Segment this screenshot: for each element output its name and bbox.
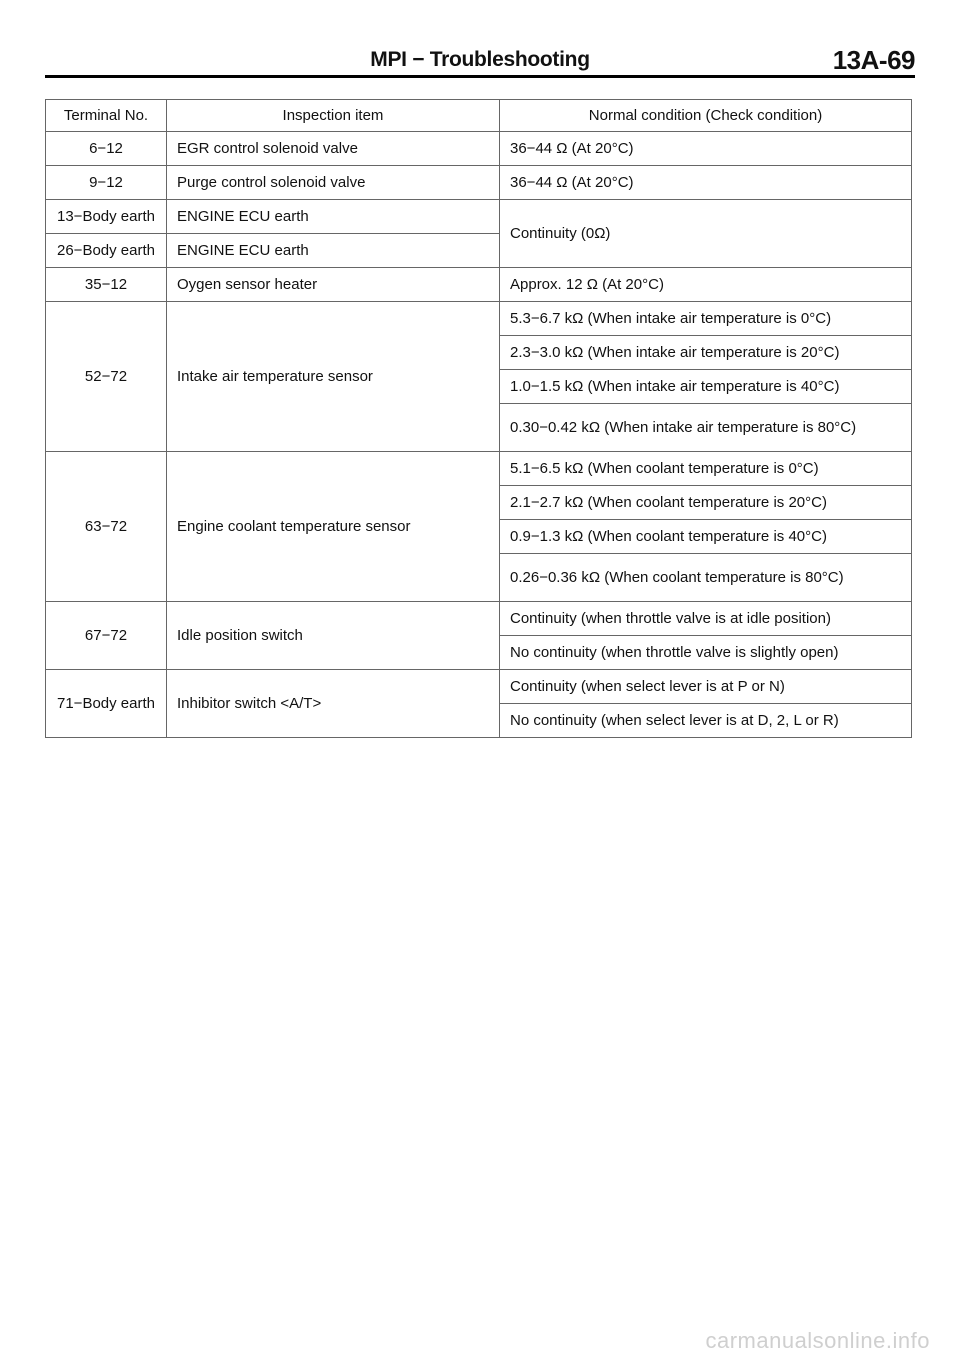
terminal-cell: 26−Body earth: [46, 234, 167, 268]
table-row: [46, 670, 912, 704]
terminal-cell: 67−72: [46, 602, 167, 670]
terminal-cell: 63−72: [46, 452, 167, 602]
condition-cell: Continuity (when throttle valve is at idle position): [500, 602, 912, 636]
inspection-item-cell: Idle position switch: [167, 602, 500, 670]
terminal-cell: 6−12: [46, 132, 167, 166]
terminal-cell: 9−12: [46, 166, 167, 200]
table-header-row: [46, 100, 912, 132]
condition-cell: No continuity (when select lever is at D, 2, L or R): [500, 704, 912, 738]
condition-cell: 36−44 Ω (At 20°C): [500, 166, 912, 200]
condition-cell: Continuity (0Ω): [500, 200, 912, 268]
table-row: [46, 166, 912, 200]
header-terminal: Terminal No.: [46, 100, 167, 132]
inspection-item-cell: Intake air temperature sensor: [167, 302, 500, 452]
table-row: [46, 602, 912, 636]
header-rule: [45, 75, 915, 78]
condition-cell: 5.3−6.7 kΩ (When intake air temperature is 0°C): [500, 302, 912, 336]
terminal-cell: 52−72: [46, 302, 167, 452]
condition-cell: 2.3−3.0 kΩ (When intake air temperature is 20°C): [500, 336, 912, 370]
terminal-cell: 71−Body earth: [46, 670, 167, 738]
page-number: 13A-69: [832, 45, 915, 75]
terminal-cell: 13−Body earth: [46, 200, 167, 234]
page-header: [45, 45, 915, 75]
table-row: [46, 132, 912, 166]
condition-cell: 5.1−6.5 kΩ (When coolant temperature is 0°C): [500, 452, 912, 486]
condition-cell: Approx. 12 Ω (At 20°C): [500, 268, 912, 302]
condition-cell: 0.26−0.36 kΩ (When coolant temperature is 80°C): [500, 554, 912, 602]
header-inspection-item: Inspection item: [167, 100, 500, 132]
condition-cell: 0.30−0.42 kΩ (When intake air temperature is 80°C): [500, 404, 912, 452]
inspection-item-cell: Engine coolant temperature sensor: [167, 452, 500, 602]
condition-cell: 0.9−1.3 kΩ (When coolant temperature is 40°C): [500, 520, 912, 554]
watermark: carmanualsonline.info: [705, 1328, 930, 1353]
header-normal-condition: Normal condition (Check condition): [500, 100, 912, 132]
table-row: [46, 200, 912, 234]
table-row: [46, 302, 912, 336]
table-row: [46, 452, 912, 486]
inspection-table: [45, 99, 912, 738]
condition-cell: 36−44 Ω (At 20°C): [500, 132, 912, 166]
inspection-item-cell: EGR control solenoid valve: [167, 132, 500, 166]
inspection-item-cell: Purge control solenoid valve: [167, 166, 500, 200]
inspection-item-cell: Oygen sensor heater: [167, 268, 500, 302]
condition-cell: 1.0−1.5 kΩ (When intake air temperature is 40°C): [500, 370, 912, 404]
condition-cell: No continuity (when throttle valve is slightly open): [500, 636, 912, 670]
table-row: [46, 268, 912, 302]
inspection-item-cell: Inhibitor switch <A/T>: [167, 670, 500, 738]
inspection-item-cell: ENGINE ECU earth: [167, 200, 500, 234]
condition-cell: 2.1−2.7 kΩ (When coolant temperature is 20°C): [500, 486, 912, 520]
page-title: MPI − Troubleshooting: [370, 48, 590, 71]
inspection-item-cell: ENGINE ECU earth: [167, 234, 500, 268]
terminal-cell: 35−12: [46, 268, 167, 302]
condition-cell: Continuity (when select lever is at P or N): [500, 670, 912, 704]
